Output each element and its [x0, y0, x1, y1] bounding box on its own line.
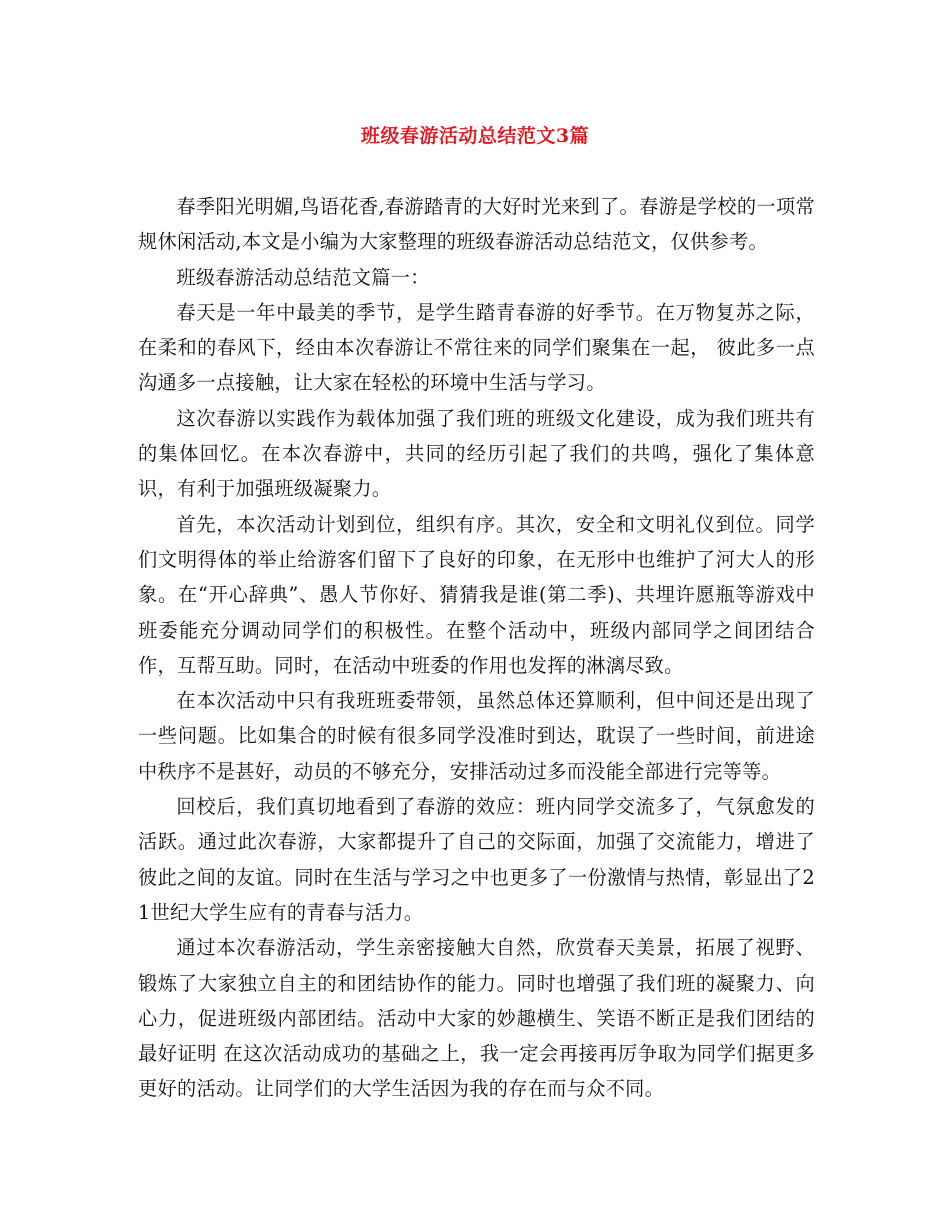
- body-paragraph: 通过本次春游活动，学生亲密接触大自然，欣赏春天美景，拓展了视野、锻炼了大家独立自主的和团结协作的能力。同时也增强了我们班的凝聚力、向心力，促进班级内部团结。活动中大家的妙趣横生、笑语不断正是我们团结的最好证明 在这次活动成功的基础之上，我一定会再接再厉争取为同学们据更多更好的活动。让同学们的大学生活因为我的存在而与众不同。: [138, 936, 815, 1101]
- section-heading: 班级春游活动总结范文篇一：: [176, 265, 430, 289]
- intro-paragraph: 春季阳光明媚,鸟语花香,春游踏青的大好时光来到了。春游是学校的一项常规休闲活动,本文是小编为大家整理的班级春游活动总结范文，仅供参考。: [138, 195, 815, 254]
- body-paragraph: 首先，本次活动计划到位，组织有序。其次，安全和文明礼仪到位。同学们文明得体的举止给游客们留下了良好的印象，在无形中也维护了河大人的形象。在“开心辞典”、愚人节你好、猜猜我是谁(第二季)、共埋许愿瓶等游戏中班委能充分调动同学们的积极性。在整个活动中，班级内部同学之间团结合作，互帮互助。同时，在活动中班委的作用也发挥的淋漓尽致。: [138, 512, 815, 677]
- document-title: 班级春游活动总结范文3篇: [360, 125, 590, 147]
- body-paragraph: 回校后，我们真切地看到了春游的效应：班内同学交流多了，气氛愈发的活跃。通过此次春游，大家都提升了自己的交际面，加强了交流能力，增进了彼此之间的友谊。同时在生活与学习之中也更多了一份激情与热情，彰显出了21世纪大学生应有的青春与活力。: [138, 795, 815, 924]
- body-paragraph: 这次春游以实践作为载体加强了我们班的班级文化建设，成为我们班共有的集体回忆。在本次春游中，共同的经历引起了我们的共鸣，强化了集体意识，有利于加强班级凝聚力。: [138, 406, 815, 501]
- document-body: [138, 189, 815, 1107]
- body-paragraph: 春天是一年中最美的季节，是学生踏青春游的好季节。在万物复苏之际，在柔和的春风下，经由本次春游让不常往来的同学们聚集在一起， 彼此多一点沟通多一点接触，让大家在轻松的环境中生活与学习。: [138, 300, 815, 395]
- body-paragraph: 在本次活动中只有我班班委带领，虽然总体还算顺利，但中间还是出现了一些问题。比如集合的时候有很多同学没准时到达，耽误了一些时间，前进途中秩序不是甚好，动员的不够充分，安排活动过多而没能全部进行完等等。: [138, 689, 815, 783]
